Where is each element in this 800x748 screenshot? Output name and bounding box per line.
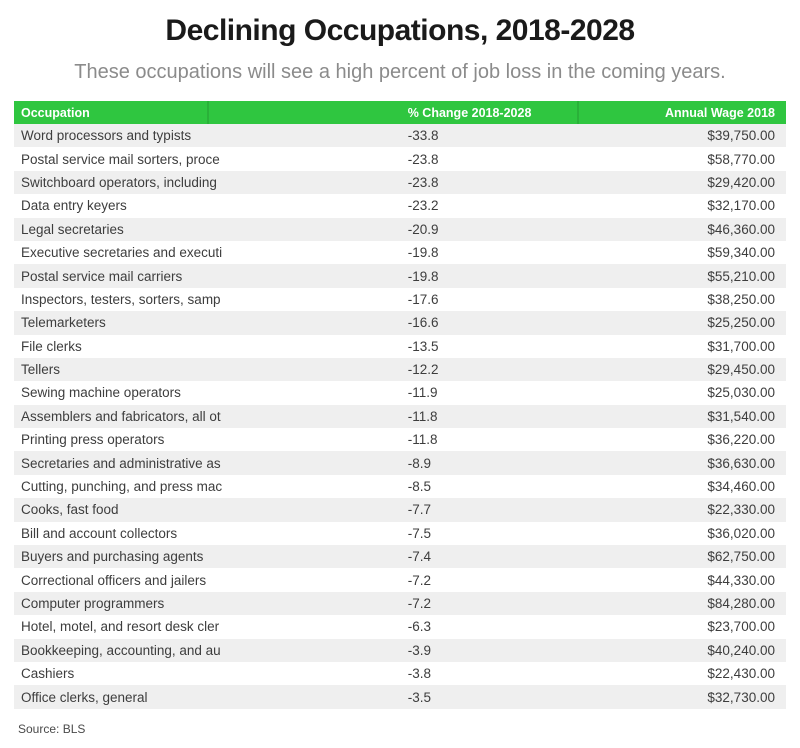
source-note: Source: BLS [18,721,86,736]
table-row [14,662,786,685]
annual-wage-cell: $55,210.00 [707,268,775,284]
annual-wage-cell: $32,730.00 [707,689,775,705]
table-row [14,428,786,451]
occupation-cell: Postal service mail sorters, proce [21,151,220,167]
annual-wage-cell: $40,240.00 [707,642,775,658]
percent-change-cell: -23.8 [407,174,439,190]
annual-wage-cell: $22,430.00 [707,666,775,682]
annual-wage-cell: $34,460.00 [707,479,775,495]
table-row [14,311,786,334]
table-row [14,615,786,638]
percent-change-cell: -7.4 [407,549,431,565]
percent-change-cell: -11.8 [407,408,438,424]
occupation-cell: Cashiers [21,666,75,682]
percent-change-cell: -3.8 [407,666,431,682]
percent-change-cell: -23.8 [407,151,439,167]
annual-wage-cell: $31,700.00 [707,338,775,354]
annual-wage-cell: $36,630.00 [707,455,775,471]
annual-wage-cell: $29,450.00 [707,362,775,378]
annual-wage-cell: $59,340.00 [707,245,775,261]
occupation-cell: Data entry keyers [21,198,127,214]
occupation-cell: Secretaries and administrative as [21,455,221,471]
percent-change-cell: -11.9 [407,385,438,401]
page-title: Declining Occupations, 2018-2028 [165,14,635,47]
occupation-cell: Executive secretaries and executi [21,245,223,261]
table-row [14,147,786,170]
occupation-cell: File clerks [21,338,82,354]
annual-wage-cell: $58,770.00 [707,151,775,167]
annual-wage-cell: $31,540.00 [707,408,775,424]
column-header-annual-wage: Annual Wage 2018 [664,105,775,120]
annual-wage-cell: $62,750.00 [707,549,775,565]
annual-wage-cell: $25,250.00 [707,315,775,331]
annual-wage-cell: $32,170.00 [707,198,775,214]
annual-wage-cell: $84,280.00 [707,596,775,611]
occupation-cell: Bill and account collectors [21,525,178,541]
column-header-percent-change: % Change 2018-2028 [407,105,532,120]
table-row [14,288,786,311]
table-row [14,592,786,615]
occupation-cell: Word processors and typists [21,128,192,144]
occupation-cell: Telemarketers [21,315,106,331]
table-row [14,475,786,498]
occupation-cell: Assemblers and fabricators, all ot [21,408,221,424]
percent-change-cell: -16.6 [407,315,439,331]
percent-change-cell: -17.6 [407,291,439,307]
table-body [14,124,786,709]
annual-wage-cell: $22,330.00 [707,502,775,518]
annual-wage-cell: $38,250.00 [707,291,775,307]
page-subtitle: These occupations will see a high percent of job loss in the coming years. [74,61,726,83]
table-row [14,639,786,662]
percent-change-cell: -19.8 [407,245,439,261]
occupations-table [14,101,786,709]
occupation-cell: Postal service mail carriers [21,268,183,284]
table-row [14,218,786,241]
occupation-cell: Sewing machine operators [21,385,181,401]
percent-change-cell: -33.8 [407,128,439,144]
occupation-cell: Correctional officers and jailers [21,572,207,588]
header-column-divider [207,101,209,124]
occupation-cell: Buyers and purchasing agents [21,549,204,565]
percent-change-cell: -19.8 [407,268,439,284]
percent-change-cell: -3.9 [407,642,431,658]
annual-wage-cell: $44,330.00 [707,572,775,588]
occupation-cell: Computer programmers [21,596,165,611]
percent-change-cell: -7.2 [407,572,431,588]
occupation-cell: Office clerks, general [21,689,148,705]
percent-change-cell: -7.5 [407,525,431,541]
occupation-cell: Tellers [21,362,61,378]
percent-change-cell: -11.8 [407,432,438,448]
table-row [14,545,786,568]
table-row [14,381,786,404]
table-row [14,522,786,545]
header-column-divider [577,101,579,124]
occupation-cell: Bookkeeping, accounting, and au [21,642,221,658]
occupation-cell: Inspectors, testers, sorters, samp [21,291,221,307]
table-row [14,405,786,428]
table-row [14,358,786,381]
percent-change-cell: -3.5 [407,689,431,705]
occupation-cell: Switchboard operators, including [21,174,217,190]
table-row [14,241,786,264]
table-row [14,194,786,217]
table-row [14,451,786,474]
table-row [14,264,786,287]
percent-change-cell: -8.9 [407,455,431,471]
table-row [14,124,786,147]
annual-wage-cell: $23,700.00 [707,619,775,635]
table-row [14,498,786,521]
percent-change-cell: -6.3 [407,619,431,635]
percent-change-cell: -23.2 [407,198,439,214]
table-header-row [14,101,786,124]
percent-change-cell: -20.9 [407,221,439,237]
occupation-cell: Legal secretaries [21,221,124,237]
occupation-cell: Hotel, motel, and resort desk cler [21,619,220,635]
table-row [14,685,786,708]
percent-change-cell: -7.7 [407,502,431,518]
annual-wage-cell: $36,020.00 [707,525,775,541]
occupation-cell: Printing press operators [21,432,165,448]
table-row [14,568,786,591]
occupation-cell: Cutting, punching, and press mac [21,479,223,495]
table-row [14,171,786,194]
annual-wage-cell: $29,420.00 [707,174,775,190]
annual-wage-cell: $46,360.00 [707,221,775,237]
percent-change-cell: -12.2 [407,362,439,378]
table-row [14,335,786,358]
annual-wage-cell: $36,220.00 [707,432,775,448]
column-header-occupation: Occupation [21,105,90,120]
occupation-cell: Cooks, fast food [21,502,119,518]
annual-wage-cell: $39,750.00 [707,128,775,144]
infographic-page [0,12,800,748]
percent-change-cell: -7.2 [407,596,431,611]
annual-wage-cell: $25,030.00 [707,385,775,401]
percent-change-cell: -8.5 [407,479,431,495]
percent-change-cell: -13.5 [407,338,439,354]
